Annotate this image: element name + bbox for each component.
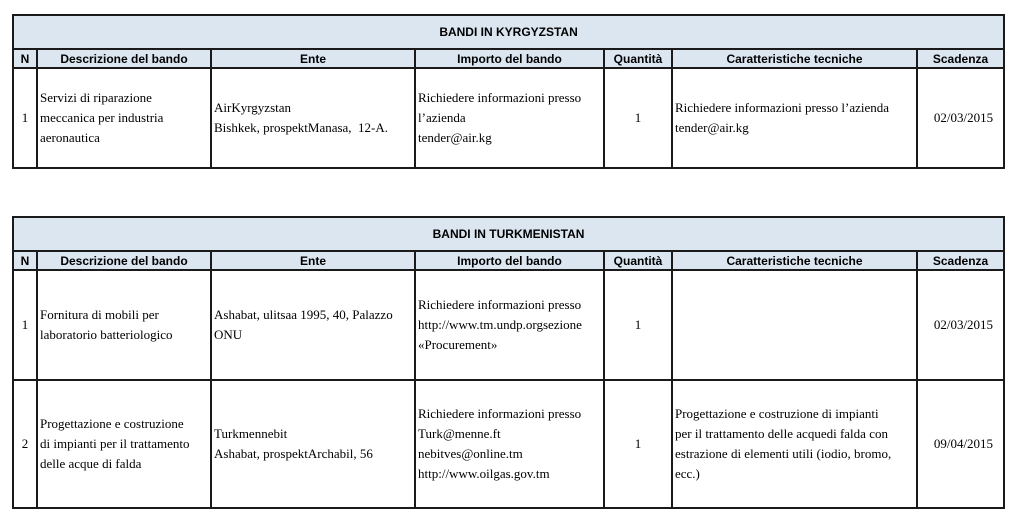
header-ente: Ente xyxy=(211,49,415,68)
cell-scadenza: 09/04/2015 xyxy=(917,380,1004,508)
table-title-turkmenistan: BANDI IN TURKMENISTAN xyxy=(13,217,1004,251)
header-descrizione: Descrizione del bando xyxy=(37,251,211,270)
table-bandi-kyrgyzstan xyxy=(12,14,1005,169)
cell-descrizione: Progettazione e costruzione di impianti per il trattamento delle acque di falda xyxy=(37,380,211,508)
header-caratteristiche: Caratteristiche tecniche xyxy=(672,251,917,270)
cell-n: 1 xyxy=(13,68,37,168)
header-scadenza: Scadenza xyxy=(917,49,1004,68)
cell-importo: Richiedere informazioni presso http://www.tm.undp.orgsezione «Procurement» xyxy=(415,270,604,380)
cell-quantita: 1 xyxy=(604,380,672,508)
cell-importo: Richiedere informazioni presso Turk@menne.ft nebitves@online.tm http://www.oilgas.gov.tm xyxy=(415,380,604,508)
cell-n: 2 xyxy=(13,380,37,508)
header-scadenza: Scadenza xyxy=(917,251,1004,270)
table-title-kyrgyzstan: BANDI IN KYRGYZSTAN xyxy=(13,15,1004,49)
cell-ente: AirKyrgyzstan Bishkek, prospektManasa, 12-A. xyxy=(211,68,415,168)
cell-n: 1 xyxy=(13,270,37,380)
header-importo: Importo del bando xyxy=(415,49,604,68)
cell-scadenza: 02/03/2015 xyxy=(917,68,1004,168)
header-n: N xyxy=(13,251,37,270)
header-quantita: Quantità xyxy=(604,251,672,270)
header-caratteristiche: Caratteristiche tecniche xyxy=(672,49,917,68)
table-row xyxy=(13,270,1004,380)
header-importo: Importo del bando xyxy=(415,251,604,270)
cell-scadenza: 02/03/2015 xyxy=(917,270,1004,380)
cell-ente: Turkmennebit Ashabat, prospektArchabil, 56 xyxy=(211,380,415,508)
cell-caratteristiche: Progettazione e costruzione di impianti per il trattamento delle acquedi falda con estrazione di elementi utili (iodio, bromo, ecc.) xyxy=(672,380,917,508)
table-bandi-turkmenistan xyxy=(12,216,1005,509)
header-n: N xyxy=(13,49,37,68)
cell-quantita: 1 xyxy=(604,68,672,168)
cell-ente: Ashabat, ulitsaa 1995, 40, Palazzo ONU xyxy=(211,270,415,380)
table-row xyxy=(13,68,1004,168)
cell-importo: Richiedere informazioni presso l’azienda tender@air.kg xyxy=(415,68,604,168)
cell-descrizione: Fornitura di mobili per laboratorio batteriologico xyxy=(37,270,211,380)
cell-descrizione: Servizi di riparazione meccanica per industria aeronautica xyxy=(37,68,211,168)
cell-quantita: 1 xyxy=(604,270,672,380)
table-row xyxy=(13,380,1004,508)
cell-caratteristiche xyxy=(672,270,917,380)
cell-caratteristiche: Richiedere informazioni presso l’azienda tender@air.kg xyxy=(672,68,917,168)
header-quantita: Quantità xyxy=(604,49,672,68)
header-ente: Ente xyxy=(211,251,415,270)
header-descrizione: Descrizione del bando xyxy=(37,49,211,68)
